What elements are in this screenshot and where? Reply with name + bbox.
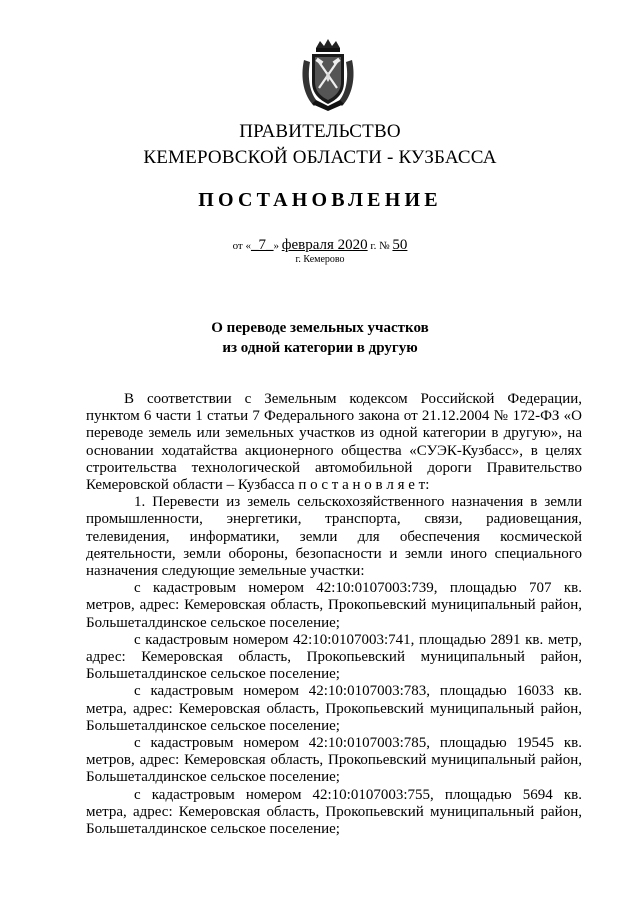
date-line	[0, 236, 640, 255]
city: г. Кемерово	[295, 254, 345, 265]
document-number: 50	[392, 237, 408, 253]
government-name-line2: КЕМЕРОВСКОЙ ОБЛАСТИ - КУЗБАССА	[143, 147, 497, 168]
document-body	[86, 391, 582, 838]
document-subject	[0, 318, 640, 358]
subject-line1: О переводе земельных участков	[211, 320, 429, 336]
government-name-line1: ПРАВИТЕЛЬСТВО	[239, 121, 401, 142]
land-plot-item: с кадастровым номером 42:10:0107003:783, площадью 16033 кв. метра, адрес: Кемеровская область, Прокопьевский муниципальный район, Большеталдинское сельское поселение;	[86, 683, 582, 734]
date-suffix: г. №	[370, 240, 390, 252]
preamble-paragraph	[86, 391, 582, 494]
land-plot-item: с кадастровым номером 42:10:0107003:741, площадью 2891 кв. метр, адрес: Кемеровская область, Прокопьевский муниципальный район, Большеталдинское сельское поселение;	[86, 631, 582, 683]
date-day: _7_	[251, 237, 274, 253]
land-plot-item: с кадастровым номером 42:10:0107003:785, площадью 19545 кв. метров, адрес: Кемеровская область, Прокопьевский муниципальный район, Большеталдинское сельское поселение;	[86, 735, 582, 786]
coat-of-arms-icon	[298, 38, 358, 112]
preamble-keyword: п о с т а н о в л я е т:	[298, 477, 430, 494]
subject-line2: из одной категории в другую	[222, 340, 418, 356]
date-prefix: от «	[232, 240, 251, 252]
date-mid: »	[273, 240, 279, 252]
point-1: 1. Перевести из земель сельскохозяйственного назначения в земли промышленности, энергетики, транспорта, связи, радиовещания, телевидения, информатики, земли для обеспечения космической деятельности, земли обороны, безопасности и земли иного специального назначения следующие земельные участки:	[86, 494, 582, 580]
date-month-year: февраля 2020	[281, 237, 368, 253]
document-type: ПОСТАНОВЛЕНИЕ	[198, 189, 442, 211]
preamble-text: В соответствии с Земельным кодексом Российской Федерации, пунктом 6 части 1 статьи 7 Федерального закона от 21.12.2004 № 172-ФЗ «О переводе земель или земельных участков из одной категории в другую», на основании ходатайства акционерного общества «СУЭК-Кузбасс», в целях строительства технологической автомобильной дороги Правительство Кемеровской области – Кузбасса	[86, 391, 582, 494]
land-plot-item: с кадастровым номером 42:10:0107003:755, площадью 5694 кв. метра, адрес: Кемеровская область, Прокопьевский муниципальный район, Большеталдинское сельское поселение;	[86, 786, 582, 838]
land-plot-item: с кадастровым номером 42:10:0107003:739, площадью 707 кв. метров, адрес: Кемеровская область, Прокопьевский муниципальный район, Большеталдинское сельское поселение;	[86, 580, 582, 631]
